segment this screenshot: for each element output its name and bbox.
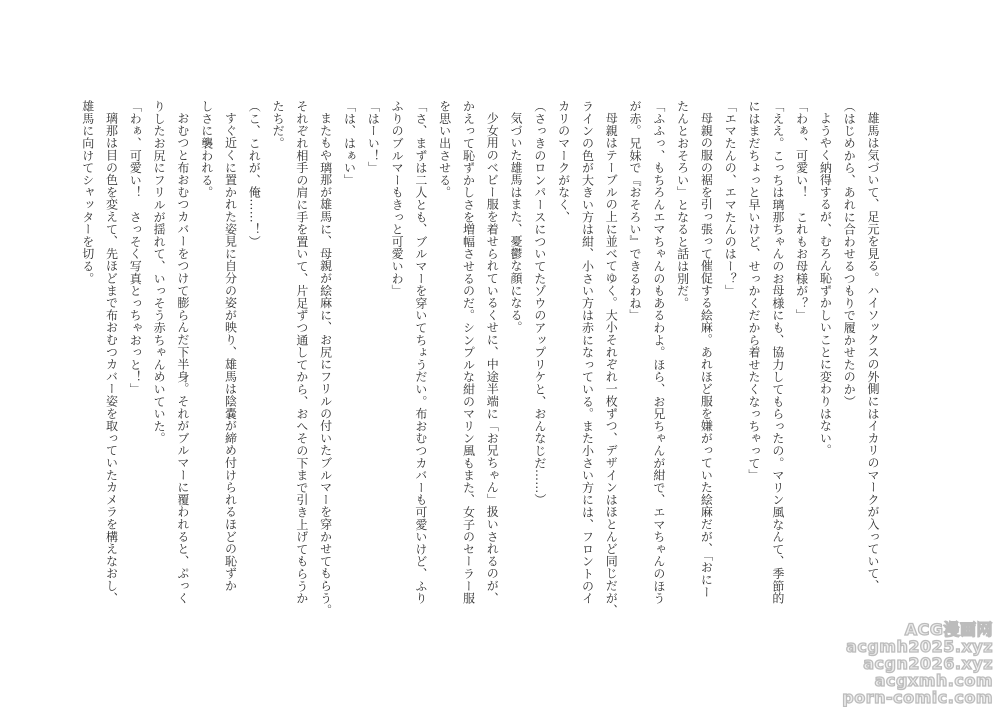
text-line: 「はーい！」 xyxy=(366,100,381,174)
text-line: 璃那は目の色を変えて、先ほどまで布おむつカバー姿を取っていたカメラを構えなおし、 xyxy=(104,112,119,604)
text-line: 雄馬は気づいて、足元を見る。ハイソックスの外側にはイカリのマークが入っていて、 xyxy=(866,112,880,592)
watermark xyxy=(842,621,993,706)
text-line: 雄馬に向けてシャッターを切る。 xyxy=(80,100,95,285)
text-line: しさに襲われる。 xyxy=(199,100,214,199)
text-line: おむつと布おむつカバーをつけて膨らんだ下半身。それがブルマーに覆われると、ぷっく xyxy=(175,112,190,604)
watermark-line: acgmh2025.xyz xyxy=(846,637,993,656)
text-line: ラインの色が大きい方は紺、小さい方は赤になっている。また小さい方には、フロントのイ xyxy=(580,100,595,605)
text-line: りしたお尻にフリルが揺れて、いっそう赤ちゃんめいていた。 xyxy=(152,100,167,445)
text-line: 「エマたんの、エマたんのはー？」 xyxy=(723,100,738,297)
text-line: 「は、はぁい」 xyxy=(342,100,357,187)
text-line: 母親の服の裾を引っ張って催促する絵麻。あれほど服を嫌がっていた絵麻だが、「おにー xyxy=(699,112,714,598)
text-line: が赤。兄妹で『おそろい』できるわね」 xyxy=(628,100,643,322)
watermark-line: ACG漫画网 xyxy=(904,620,993,639)
text-line: カリのマークがなく、 xyxy=(556,100,571,223)
text-line: 「さ、まずは二人とも、ブルマーを穿いてちょうだい。布おむつカバーも可愛いけど、ふり xyxy=(413,100,428,605)
text-line: すぐ近くに置かれた姿見に自分の姿が映り、雄馬は陰嚢が締め付けられるほどの恥ずか xyxy=(223,112,238,592)
watermark-line: porn-comic.com xyxy=(842,688,993,707)
watermark-line: acgn2026.xyz xyxy=(863,654,993,673)
text-line: ふりのブルマーもきっと可愛いわ」 xyxy=(390,100,405,297)
text-line: ようやく納得するが、むろん恥ずかしいことに変わりはない。 xyxy=(818,112,833,457)
text-line: たんとおそろい」となると話は別だ。 xyxy=(675,100,690,310)
text-line: 「ふふっ、もちろんエマちゃんのもあるわよ。ほら、お兄ちゃんが紺で、エマちゃんのほう xyxy=(651,100,666,605)
text-line: またもや璃那が雄馬に、母親が絵麻に、お尻にフリルの付いたブルマーを穿かせてもらう。 xyxy=(318,112,333,617)
novel-text-block xyxy=(75,100,884,617)
text-line: （はじめから、あれに合わせるつもりで履かせたのか） xyxy=(842,100,857,408)
text-line: にはまだちょっと早いけど、せっかくだから着せたくなっちゃって」 xyxy=(747,100,762,482)
text-line: それぞれ相手の肩に手を置いて、片足ずつ通してから、おへその下まで引き上げてもらうか xyxy=(294,100,309,605)
text-line: 「ええ。こっちは璃那ちゃんのお母様にも、協力してもらったの。マリン風なんて、季節的 xyxy=(770,100,785,605)
text-line: たちだ。 xyxy=(271,100,286,150)
text-line: （こ、これが、俺……！） xyxy=(247,100,262,248)
watermark-line: acgxmh.com xyxy=(874,671,993,690)
text-line: を思い出させる。 xyxy=(437,100,452,199)
text-line: 気づいた雄馬はまた、憂鬱な顔になる。 xyxy=(509,112,524,334)
text-line: 少女用のベビー服を着せられているくせに、中途半端に「お兄ちゃん」扱いされるのが、 xyxy=(485,112,500,604)
text-line: かえって恥ずかしさを増幅させるのだ。シンプルな紺のマリン風もまた、女子のセーラー服 xyxy=(461,100,476,605)
text-line: （さっきのロンパースについてたゾウのアップリケと、おんなじだ……） xyxy=(532,100,547,506)
text-line: 「わぁ、可愛い！ これもお母様が？」 xyxy=(794,100,809,322)
text-line: 母親はテーブルの上に並べてゆく。大小それぞれ一枚ずつ、デザインはほとんど同じだが、 xyxy=(604,112,619,617)
text-line: 「わぁ、可愛い！ さっそく写真とっちゃおっと！」 xyxy=(128,100,143,396)
